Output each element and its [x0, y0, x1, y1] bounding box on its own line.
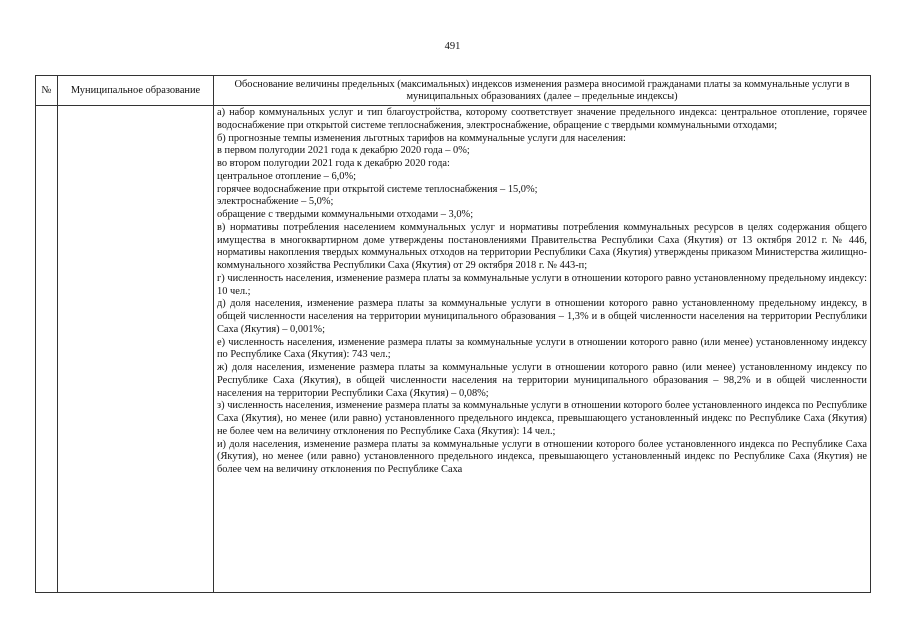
paragraph: электроснабжение – 5,0%; [217, 196, 334, 208]
justification-text [217, 107, 867, 592]
page-number: 491 [444, 41, 461, 52]
paragraph: д) доля населения, изменение размера платы за коммунальные услуги в отношении которого равно установленному предельному индексу, в общей численности населения на территории муниципального образования – 1,3% и в общей численности населения на территории Республики Саха (Якутия) – 0,001%; [217, 298, 867, 335]
paragraph: в) нормативы потребления населением коммунальных услуг и нормативы потребления коммунальных ресурсов в целях содержания общего имущества в многоквартирном доме утверждены постановлениями Правительства Республики Саха (Якутия) от 13 октября 2012 г. № 446, нормативы накопления твердых коммунальных отходов на территории Республики Саха (Якутия) утверждены приказом Министерства жилищно-коммунального хозяйства Республики Саха (Якутия) от 29 октября 2018 г. № 443-п; [217, 221, 867, 271]
table-row [36, 106, 871, 593]
paragraph: г) численность населения, изменение размера платы за коммунальные услуги в отношении которого равно установленному предельному индексу: 10 чел.; [217, 272, 867, 297]
paragraph: а) набор коммунальных услуг и тип благоустройства, которому соответствует значение предельного индекса: центральное отопление, горячее водоснабжение при открытой системе теплоснабжения, электроснабжение, обращение с твердыми коммунальными отходами; [217, 107, 867, 131]
table-header-row [36, 76, 871, 106]
row-municipality-cell [58, 106, 214, 593]
row-justification-cell [214, 106, 871, 593]
paragraph: ж) доля населения, изменение размера платы за коммунальные услуги в отношении которого равно (или менее) установленному индексу по Республике Саха (Якутия), в общей численности населения на территории муниципального образования – 98,2% и в общей численности населения на территории Республики Саха (Якутия) – 0,08%; [217, 362, 867, 399]
paragraph: обращение с твердыми коммунальными отходами – 3,0%; [217, 209, 474, 220]
row-number-cell [36, 106, 58, 593]
header-municipality: Муниципальное образование [58, 76, 214, 106]
paragraph: горячее водоснабжение при открытой системе теплоснабжения – 15,0%; [217, 183, 538, 195]
header-number: № [36, 76, 58, 106]
paragraph: и) доля населения, изменение размера платы за коммунальные услуги в отношении которого более установленного индекса по Республике Саха (Якутия), но менее (или равно) установленного предельного индекса, превышающего установленный индекс по Республике Саха (Якутия) не более чем на величину отклонения по Республике Саха [217, 438, 867, 475]
paragraph: е) численность населения, изменение размера платы за коммунальные услуги в отношении которого равно (или менее) установленному индексу по Республике Саха (Якутия): 743 чел.; [217, 336, 867, 361]
justification-table [35, 75, 871, 593]
paragraph: в первом полугодии 2021 года к декабрю 2020 года – 0%; [217, 145, 470, 157]
paragraph: б) прогнозные темпы изменения льготных тарифов на коммунальные услуги для населения: [217, 132, 626, 144]
paragraph: центральное отопление – 6,0%; [217, 170, 356, 182]
paragraph: во втором полугодии 2021 года к декабрю 2020 года: [217, 158, 450, 169]
header-justification: Обоснование величины предельных (максимальных) индексов изменения размера вносимой гражданами платы за коммунальные услуги в муниципальных образованиях (далее – предельные индексы) [214, 76, 871, 106]
paragraph: з) численность населения, изменение размера платы за коммунальные услуги в отношении которого более установленного индекса по Республике Саха (Якутия), но менее (или равно) установленного предельного индекса, превышающего установленный индекс по Республике Саха (Якутия) не более чем на величину отклонения по Республике Саха (Якутия): 14 чел.; [217, 400, 867, 437]
